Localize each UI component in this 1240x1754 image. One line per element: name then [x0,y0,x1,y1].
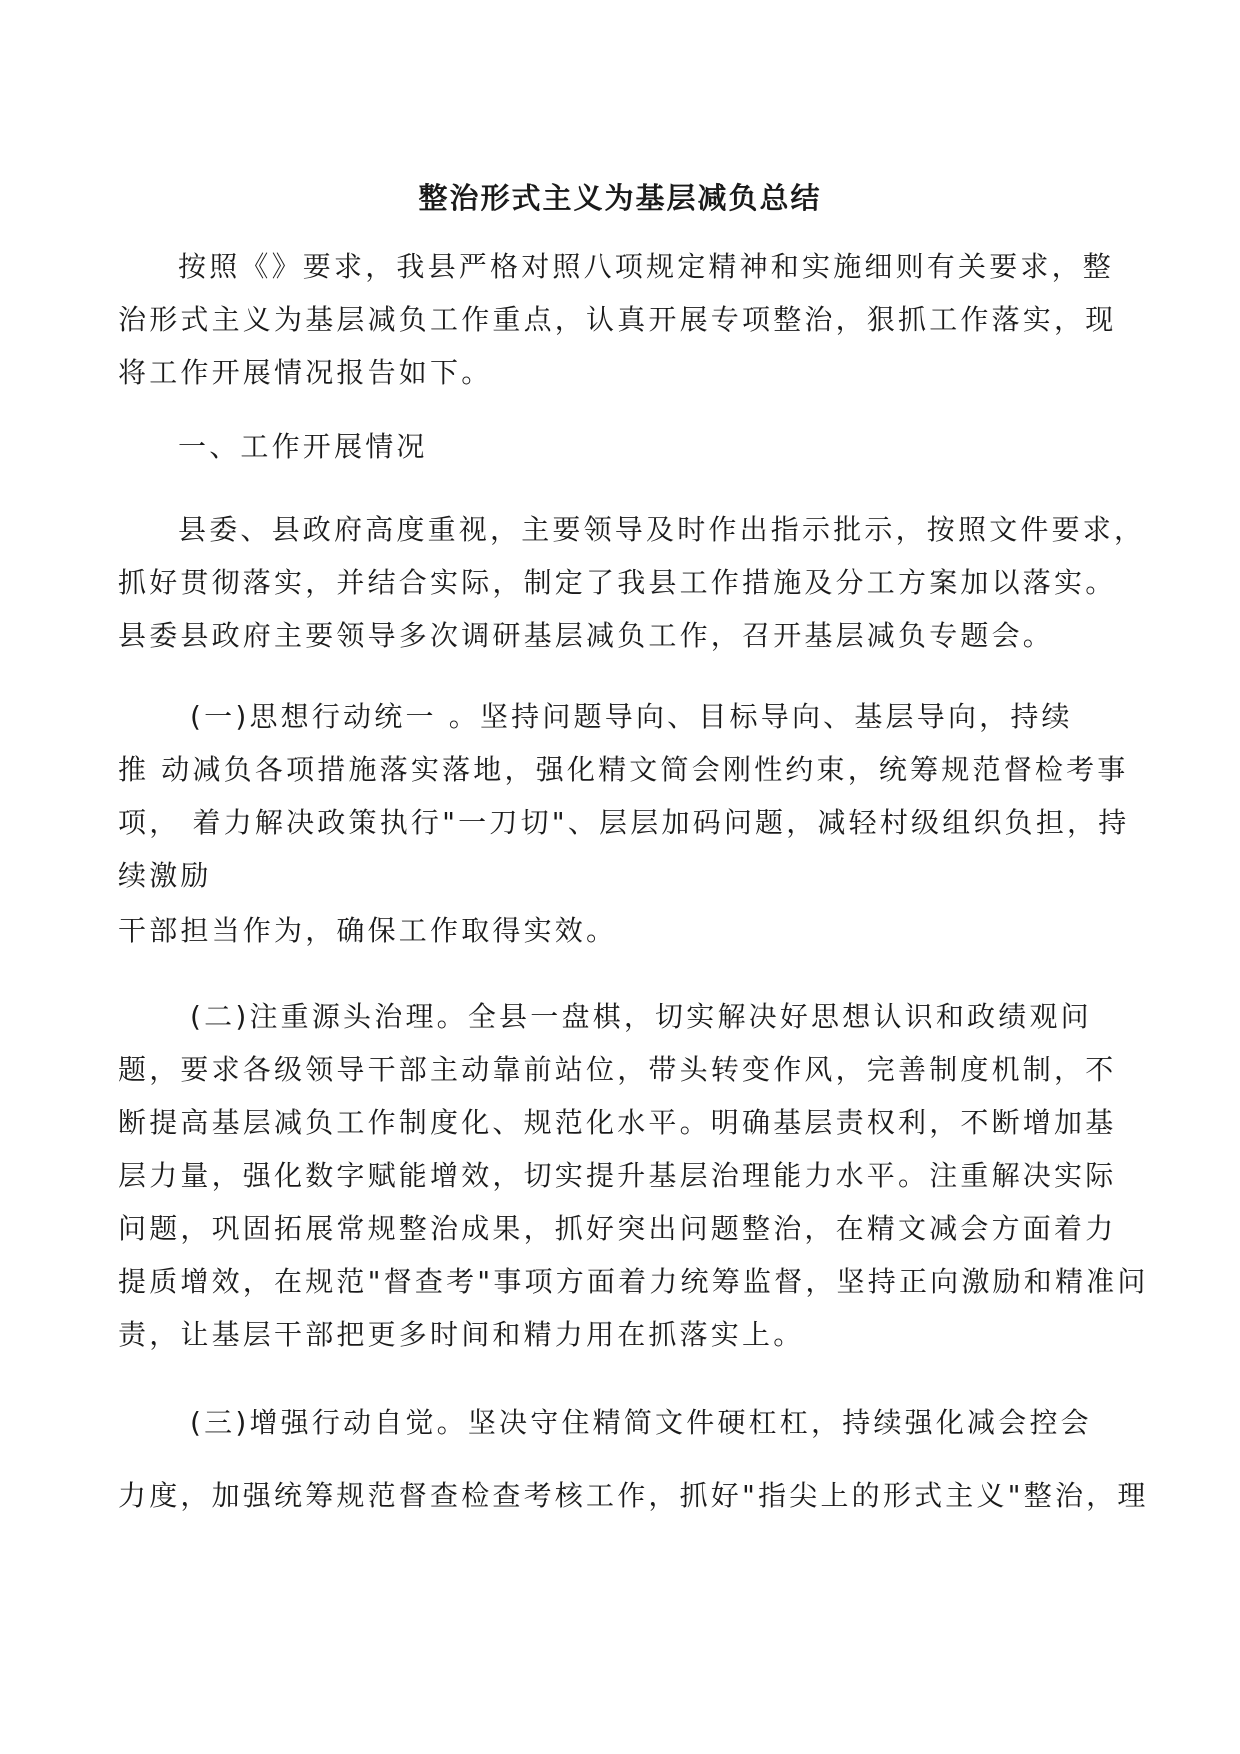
paragraph-line: 断提高基层减负工作制度化、规范化水平。明确基层责权利，不断增加基 [118,1106,1117,1139]
section1-paragraph [118,503,1146,662]
paragraph-line: 推 动减负各项措施落实落地，强化精文简会刚性约束，统筹规范督检考事 [118,753,1129,786]
paragraph-line: 县委、县政府高度重视，主要领导及时作出指示批示，按照文件要求， [178,513,1146,546]
paragraph-line: 县委县政府主要领导多次调研基层减负工作，召开基层减负专题会。 [118,619,1055,652]
paragraph-line: 续激励 [118,859,212,892]
item1-paragraph-continuation [118,904,1128,957]
item3-paragraph [118,1386,1149,1532]
paragraph-line: 干部担当作为，确保工作取得实效。 [118,914,618,947]
paragraph-line: 将工作开展情况报告如下。 [118,356,493,389]
document-title: 整治形式主义为基层减负总结 [418,181,822,215]
paragraph-line: (三)增强行动自觉。坚决守住精简文件硬杠杠，持续强化减会控会 [190,1406,1092,1439]
section-heading-text: 一、工作开展情况 [178,430,428,463]
item2-paragraph [118,990,1149,1361]
paragraph-line: (一)思想行动统一 。坚持问题导向、目标导向、基层导向，持续 [190,700,1073,733]
paragraph-line: 责，让基层干部把更多时间和精力用在抓落实上。 [118,1318,805,1351]
paragraph-line: 治形式主义为基层减负工作重点，认真开展专项整治，狠抓工作落实，现 [118,303,1117,336]
item1-paragraph [118,690,1128,902]
paragraph-line: 题，要求各级领导干部主动靠前站位，带头转变作风，完善制度机制，不 [118,1053,1117,1086]
section-heading [118,420,1128,473]
paragraph-line: 问题，巩固拓展常规整治成果，抓好突出问题整治，在精文减会方面着力 [118,1212,1117,1245]
paragraph-line: 层力量，强化数字赋能增效，切实提升基层治理能力水平。注重解决实际 [118,1159,1117,1192]
intro-paragraph [118,240,1128,399]
paragraph-line: 按照《》要求，我县严格对照八项规定精神和实施细则有关要求，整 [178,250,1115,283]
paragraph-line: 提质增效，在规范"督查考"事项方面着力统筹监督，坚持正向激励和精准问 [118,1265,1149,1298]
paragraph-line: (二)注重源头治理。全县一盘棋，切实解决好思想认识和政绩观问 [190,1000,1092,1033]
paragraph-line: 力度，加强统筹规范督查检查考核工作，抓好"指尖上的形式主义"整治，理 [118,1479,1149,1512]
paragraph-line: 项， 着力解决政策执行"一刀切"、层层加码问题，减轻村级组织负担，持 [118,806,1130,839]
paragraph-line: 抓好贯彻落实，并结合实际，制定了我县工作措施及分工方案加以落实。 [118,566,1117,599]
